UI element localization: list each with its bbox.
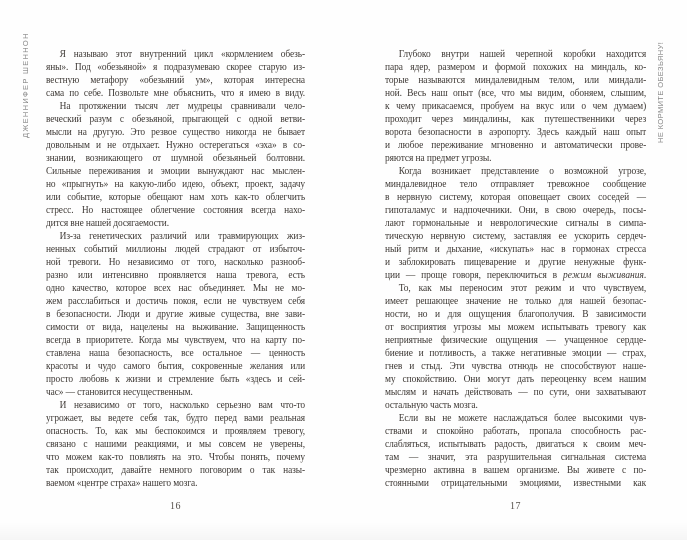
text-line: но «прыгнуть» на какую-либо идею, объект, проект, задачу: [46, 178, 306, 190]
text-line: или событие, которые обещают нам хоть как-то облегчить: [46, 191, 306, 203]
text-line: довольным и не отдыхает. Нужно остерегаться «эха» в со-: [46, 139, 306, 151]
text-line: в нервную систему, которая оповещает своих соседей —: [385, 191, 647, 203]
text-line: неприятные физические ощущения — учащенное сердце-: [385, 334, 647, 346]
text-line: так происходит, давайте немного поговорим о так назы-: [46, 464, 306, 476]
text-line: му спокойствию. Они могут дать переоценку всем нашим: [385, 373, 647, 385]
text-line: остальную часть мозга.: [385, 399, 478, 411]
text-line: Если вы не можете наслаждаться более высокими чув-: [398, 412, 647, 424]
text-line: и любое переживание мгновенно и автоматически прове-: [385, 139, 647, 151]
text-line: ный ритм и дыхание, «искупать» нас в гормонах стресса: [385, 243, 647, 255]
text-line: На протяжении тысяч лет мудрецы сравнивали чело-: [59, 100, 306, 112]
text-line: биение и потливость, а также негативные эмоции — страх,: [385, 347, 647, 359]
text-line: ствами и спокойно работать, пропала способность рас-: [385, 425, 647, 437]
text-line: знании, возникающего от шумной обезьяньей болтовни.: [46, 152, 306, 164]
text-line: от восприятия угрозы мы можем испытывать тревогу как: [385, 321, 647, 333]
text-line: ности, но и для ощущения благополучия. В зависимости: [385, 308, 647, 320]
text-line: тическую нервную систему, заставляя ее ускорить сердеч-: [385, 230, 647, 242]
text-line: слабляться, испытывать радость, двигаться к своим меч-: [385, 438, 647, 450]
text-segment: ции — проще говоря, переключиться в: [385, 269, 564, 281]
text-line: и заблокировать пищеварение и другие ненужные функ-: [385, 256, 647, 268]
text-line: ной. Весь наш опыт (все, что мы видим, обоняем, слышим,: [385, 87, 647, 99]
text-line: Когда возникает представление о возможной угрозе,: [398, 165, 647, 177]
text-line: мыслям и начать действовать — по сути, они захватывают: [385, 386, 647, 398]
text-line: симости от вида, нацелены на выживание. Защищенность: [46, 321, 306, 333]
italic-text-segment: режим выживания: [563, 269, 644, 281]
text-line: Из-за генетических различий или травмирующих жиз-: [59, 230, 306, 242]
text-line: чрезмерно активна в вашем организме. Вы живете с по-: [385, 464, 647, 476]
text-line: стоянными отрицательными эмоциями, известными как: [385, 477, 647, 489]
text-line: веческий разум с обезьяной, прыгающей с одной ветви-: [46, 113, 306, 125]
text-line: одно качество, которое всех нас объединяет. Мы не мо-: [46, 282, 306, 294]
text-line: сама по себе. Позвольте мне объяснить, что я имею в виду.: [46, 87, 306, 99]
text-line: ворота безопасности в аэропорту. Здесь каждый наш опыт: [385, 126, 647, 138]
text-line: связано с нашими реакциями, и мы совсем не уверены,: [46, 438, 306, 450]
text-line: пара ядер, размером и формой похожих на миндаль, ко-: [385, 61, 647, 73]
page-number-right: 17: [510, 501, 521, 512]
text-line: вестную метафору «обезьяний ум», которая интересна: [46, 74, 306, 86]
text-line: лают гормональные и неврологические сигналы в симпа-: [385, 217, 647, 229]
author-spine-label: ДЖЕННИФЕР ШЕННОН: [21, 32, 30, 138]
text-line: яны». Под «обезьяной» я подразумеваю скорее старую из-: [46, 61, 306, 73]
text-line: И независимо от того, насколько серьезно вам что-то: [59, 399, 306, 411]
text-segment: .: [643, 269, 647, 281]
page-left-column: [46, 48, 305, 490]
text-line: дится вне нашей досягаемости.: [46, 217, 169, 229]
text-line: торые называются миндалевидным телом, или миндали-: [385, 74, 647, 86]
text-line: ставлена наша безопасность, все остальное — ценность: [46, 347, 306, 359]
text-line: гнев и стыд. Эти чувства отнюдь не способствуют наше-: [385, 360, 647, 372]
text-line: к чему прикасаемся, пробуем на вкус или о чем думаем): [385, 100, 647, 112]
text-line: ной тревоги. Но независимо от того, насколько разнооб-: [46, 256, 306, 268]
text-line: час» — становится несущественным.: [46, 386, 193, 398]
page-right-column: [385, 48, 646, 490]
text-line: ряются на предмет угрозы.: [385, 152, 492, 164]
text-line: жем расслабиться и достичь покоя, если не чувствуем себя: [46, 295, 306, 307]
text-line: разно или интенсивно проявляется наша тревога, есть: [46, 269, 306, 281]
text-line: гипоталамус и надпочечники. Они, в свою очередь, посы-: [385, 204, 647, 216]
text-line: красоты и чудо самого бытия, сокровенные желания или: [46, 360, 306, 372]
text-line: миндалевидное тело отправляет тревожное сообщение: [385, 178, 647, 190]
text-line: что можем как-то повлиять на это. Чтобы понять, почему: [46, 451, 306, 463]
text-line: просто любовь к жизни и стремление быть «здесь и сей-: [46, 373, 306, 385]
page-bottom-edge-shade: [0, 522, 687, 540]
text-line: проходит через миндалины, как путешественники через: [385, 113, 647, 125]
text-line: в безопасности. Люди и другие живые существа, вне зави-: [46, 308, 306, 320]
title-spine-label: НЕ КОРМИТЕ ОБЕЗЬЯНУ!: [656, 41, 665, 143]
text-line: [385, 269, 646, 282]
text-line: имеет решающее значение не только для нашей безопас-: [385, 295, 647, 307]
text-line: всегда в приоритете. Когда мы чувствуем, что на карту по-: [46, 334, 306, 346]
text-line: опасность. То, как мы беспокоимся и проявляем тревогу,: [46, 425, 306, 437]
page-number-left: 16: [170, 501, 181, 512]
text-line: мысли на другую. Это резвое существо никогда не бывает: [46, 126, 306, 138]
text-line: ненных событий миллионы людей страдают от избыточ-: [46, 243, 306, 255]
text-line: ваемом «центре страха» нашего мозга.: [46, 477, 198, 489]
text-line: угрожает, вы ведете себя так, будто перед вами реальная: [46, 412, 306, 424]
text-line: Глубоко внутри нашей черепной коробки находится: [398, 48, 647, 60]
text-line: стресс. Но настоящее облегчение состояния всегда нахо-: [46, 204, 306, 216]
text-line: Я называю этот внутренний цикл «кормлением обезь-: [59, 48, 306, 60]
text-line: там — значит, эта разрушительная сигнальная система: [385, 451, 647, 463]
text-line: Сильные переживания и эмоции вынуждают нас мыслен-: [46, 165, 306, 177]
text-line: То, как мы переносим этот режим и что чувствуем,: [398, 282, 647, 294]
